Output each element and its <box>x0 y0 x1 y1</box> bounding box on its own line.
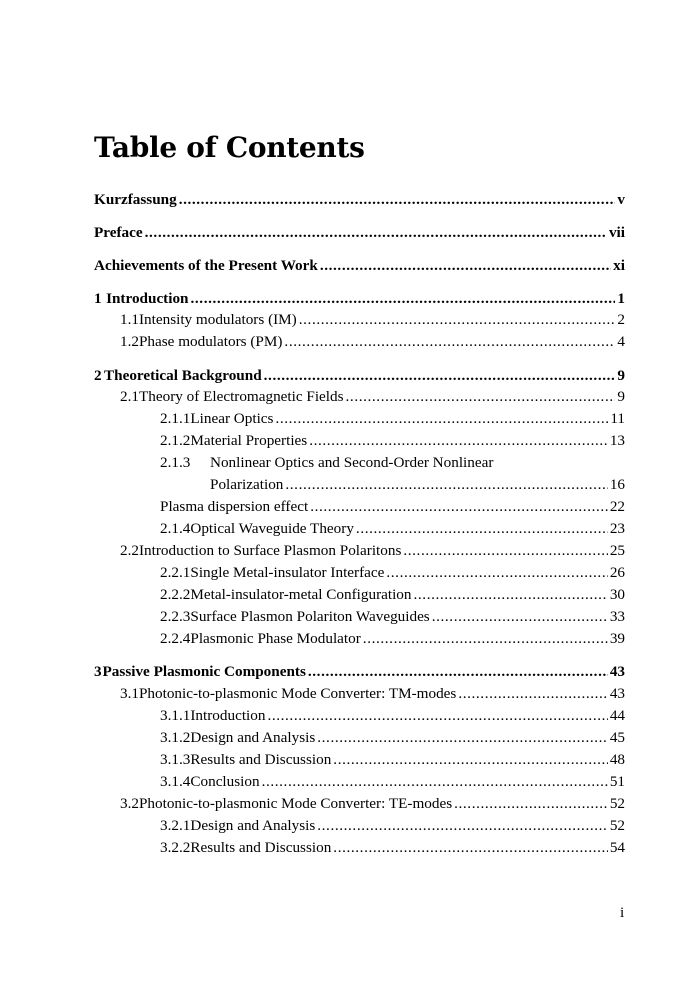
toc-entry-number: 3.1.4 <box>160 773 191 790</box>
toc-subsection-2-1-3[interactable] <box>210 475 625 495</box>
toc-entry-label: Introduction <box>106 290 189 307</box>
toc-entry-label: Plasmonic Phase Modulator <box>190 630 361 647</box>
toc-entry-label: Design and Analysis <box>190 817 316 834</box>
leader-dots <box>356 519 608 539</box>
toc-section-2-1[interactable] <box>120 387 625 407</box>
toc-entry-number: 2.2.2 <box>160 586 191 603</box>
toc-entry-label: Plasma dispersion effect <box>160 498 309 515</box>
toc-entry-number: 1 <box>94 290 102 307</box>
toc-entry-number: 3.1.3 <box>160 751 191 768</box>
toc-entry-page: 2 <box>617 311 625 328</box>
toc-entry-page: xi <box>613 257 625 274</box>
leader-dots <box>386 563 607 583</box>
toc-entry-page: 16 <box>609 476 625 493</box>
toc-subsection-3-1-2[interactable] <box>160 728 625 748</box>
toc-entry-number: 3.1.1 <box>160 707 191 724</box>
toc-section-3-2[interactable] <box>120 794 625 814</box>
leader-dots <box>432 607 608 627</box>
leader-dots <box>414 585 608 605</box>
toc-entry-label: Preface <box>94 224 143 241</box>
leader-dots <box>191 289 616 309</box>
toc-entry-page: 45 <box>609 729 625 746</box>
leader-dots <box>333 838 608 858</box>
toc-subsection-2-1-2[interactable] <box>160 431 625 451</box>
toc-entry-page: 13 <box>609 432 625 449</box>
toc-section-1-1[interactable] <box>120 310 625 330</box>
toc-subsection-2-1-3-first-line[interactable] <box>160 453 493 473</box>
toc-entry-number: 2.1 <box>120 388 139 405</box>
toc-entry-page: 11 <box>610 410 625 427</box>
toc-subsection-2-2-4[interactable] <box>160 629 625 649</box>
toc-subsection-2-2-3[interactable] <box>160 607 625 627</box>
toc-entry-number: 2.1.1 <box>160 410 191 427</box>
toc-entry-page: 52 <box>609 817 625 834</box>
toc-entry-page: 30 <box>609 586 625 603</box>
leader-dots <box>262 772 608 792</box>
toc-entry-page: 22 <box>609 498 625 515</box>
leader-dots <box>308 662 608 682</box>
toc-entry-achievements[interactable] <box>94 256 625 276</box>
toc-entry-label: Surface Plasmon Polariton Waveguides <box>190 608 430 625</box>
toc-entry-page: 23 <box>609 520 625 537</box>
toc-entry-page: 54 <box>609 839 625 856</box>
toc-entry-label: Phase modulators (PM) <box>138 333 283 350</box>
toc-subsection-2-2-1[interactable] <box>160 563 625 583</box>
leader-dots <box>458 684 607 704</box>
toc-entry-page: 33 <box>609 608 625 625</box>
toc-entry-number: 3 <box>94 663 102 680</box>
toc-chapter-3[interactable] <box>94 662 625 682</box>
toc-entry-label: Linear Optics <box>190 410 274 427</box>
toc-entry-label: Conclusion <box>190 773 260 790</box>
leader-dots <box>310 497 608 517</box>
leader-dots <box>346 387 616 407</box>
leader-dots <box>275 409 608 429</box>
page-number: i <box>620 904 625 921</box>
toc-entry-page: vii <box>608 224 625 241</box>
toc-entry-label: Design and Analysis <box>190 729 316 746</box>
toc-entry-number: 3.2 <box>120 795 139 812</box>
leader-dots <box>285 475 607 495</box>
page-title: Table of Contents <box>94 131 365 164</box>
leader-dots <box>299 310 616 330</box>
toc-entry-label: Material Properties <box>190 432 308 449</box>
toc-entry-page: 43 <box>609 685 625 702</box>
toc-entry-page: 52 <box>609 795 625 812</box>
toc-subsection-2-2-2[interactable] <box>160 585 625 605</box>
toc-section-1-2[interactable] <box>120 332 625 352</box>
toc-entry-label: Metal-insulator-metal Configuration <box>190 586 412 603</box>
toc-entry-label: Photonic-to-plasmonic Mode Converter: TM-modes <box>138 685 457 702</box>
toc-entry-number: 2.2.1 <box>160 564 191 581</box>
toc-subsection-2-1-4[interactable] <box>160 519 625 539</box>
toc-entry-kurzfassung[interactable] <box>94 190 625 210</box>
leader-dots <box>284 332 615 352</box>
toc-entry-number: 2.2.4 <box>160 630 191 647</box>
toc-entry-number: 3.1.2 <box>160 729 191 746</box>
toc-entry-label: Achievements of the Present Work <box>94 257 318 274</box>
toc-entry-label: Optical Waveguide Theory <box>190 520 354 537</box>
toc-subsection-3-1-4[interactable] <box>160 772 625 792</box>
toc-entry-page: 39 <box>609 630 625 647</box>
leader-dots <box>309 431 608 451</box>
leader-dots <box>317 816 608 836</box>
toc-entry-label: Photonic-to-plasmonic Mode Converter: TE-modes <box>138 795 453 812</box>
toc-entry-number: 1.1 <box>120 311 139 328</box>
toc-entry-page: 4 <box>617 333 625 350</box>
toc-entry-page: 48 <box>609 751 625 768</box>
toc-entry-label: Results and Discussion <box>190 839 332 856</box>
leader-dots <box>179 190 616 210</box>
toc-entry-label: Introduction <box>190 707 266 724</box>
toc-entry-label: Theoretical Background <box>104 367 262 384</box>
toc-entry-page: 9 <box>617 388 625 405</box>
toc-entry-label: Theory of Electromagnetic Fields <box>138 388 344 405</box>
leader-dots <box>267 706 607 726</box>
toc-entry-number: 1.2 <box>120 333 139 350</box>
toc-section-2-2[interactable] <box>120 541 625 561</box>
toc-entry-number: 2.1.3 <box>160 454 191 471</box>
toc-entry-number: 3.2.1 <box>160 817 191 834</box>
toc-entry-label: Kurzfassung <box>94 191 177 208</box>
leader-dots <box>363 629 608 649</box>
toc-entry-label-continuation: Polarization <box>210 476 284 493</box>
toc-entry-label: Passive Plasmonic Components <box>102 663 306 680</box>
toc-entry-number: 2.2.3 <box>160 608 191 625</box>
toc-entry-page: 25 <box>609 542 625 559</box>
toc-entry-preface[interactable] <box>94 223 625 243</box>
toc-entry-page: 9 <box>617 367 625 384</box>
toc-entry-label: Single Metal-insulator Interface <box>190 564 385 581</box>
toc-chapter-1[interactable] <box>94 289 625 309</box>
leader-dots <box>145 223 607 243</box>
leader-dots <box>264 366 616 386</box>
toc-subsection-3-2-1[interactable] <box>160 816 625 836</box>
toc-entry-number: 2.2 <box>120 542 139 559</box>
leader-dots <box>403 541 607 561</box>
toc-chapter-2[interactable] <box>94 366 625 386</box>
toc-entry-number: 2.1.4 <box>160 520 191 537</box>
toc-entry-label: Nonlinear Optics and Second-Order Nonlinear <box>210 454 494 471</box>
toc-entry-label: Intensity modulators (IM) <box>138 311 297 328</box>
leader-dots <box>320 256 611 276</box>
toc-section-3-1[interactable] <box>120 684 625 704</box>
toc-entry-page: 51 <box>609 773 625 790</box>
leader-dots <box>454 794 608 814</box>
toc-subsection-3-1-1[interactable] <box>160 706 625 726</box>
toc-subsection-2-1-1[interactable] <box>160 409 625 429</box>
leader-dots <box>317 728 608 748</box>
toc-entry-label: Introduction to Surface Plasmon Polaritons <box>138 542 402 559</box>
toc-subsection-3-1-3[interactable] <box>160 750 625 770</box>
toc-entry-page: 1 <box>617 290 625 307</box>
toc-entry-page: 44 <box>609 707 625 724</box>
toc-subsection-3-2-2[interactable] <box>160 838 625 858</box>
toc-entry-number: 3.2.2 <box>160 839 191 856</box>
toc-entry-plasma-dispersion[interactable] <box>160 497 625 517</box>
toc-entry-page: v <box>617 191 625 208</box>
toc-entry-page: 43 <box>609 663 625 680</box>
toc-entry-number: 2.1.2 <box>160 432 191 449</box>
toc-entry-number: 3.1 <box>120 685 139 702</box>
toc-entry-label: Results and Discussion <box>190 751 332 768</box>
toc-entry-number: 2 <box>94 367 102 384</box>
leader-dots <box>333 750 608 770</box>
toc-entry-page: 26 <box>609 564 625 581</box>
